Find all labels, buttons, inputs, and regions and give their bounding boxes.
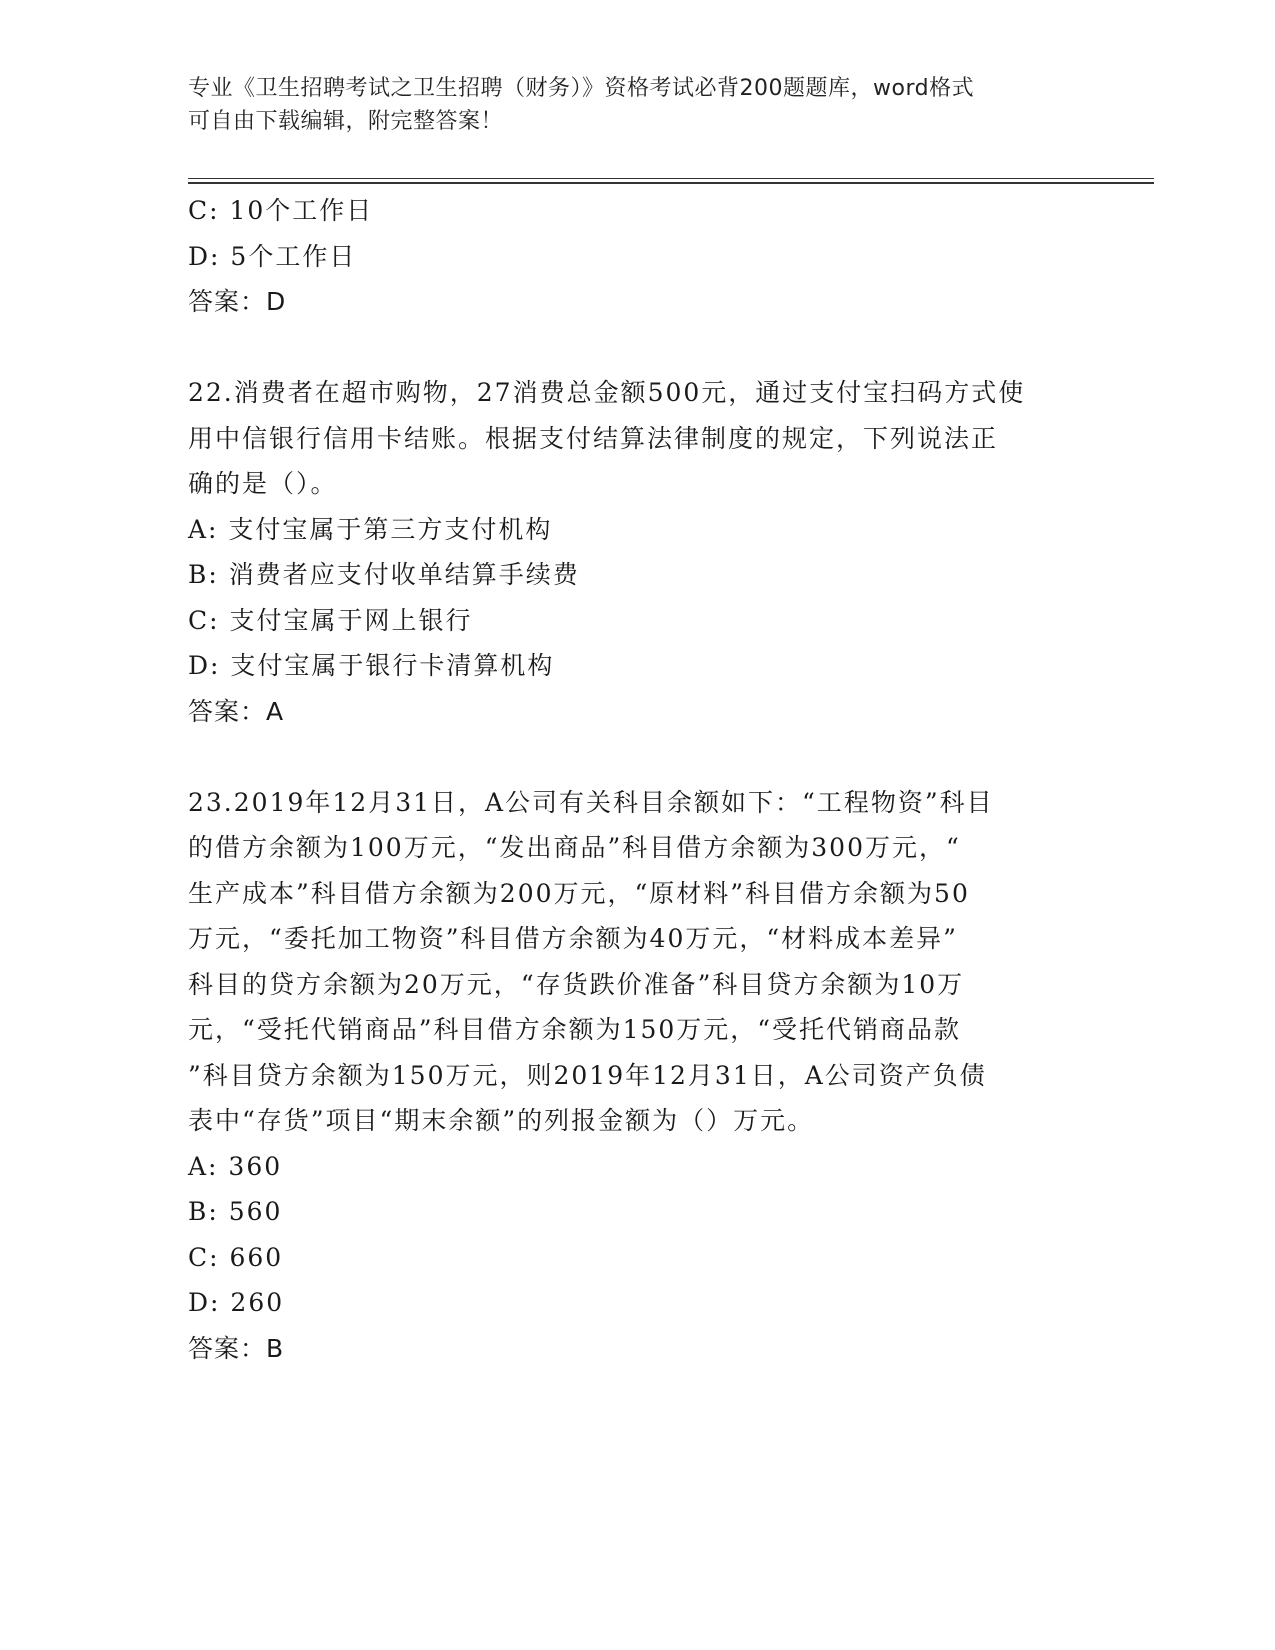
option-d: D: 支付宝属于银行卡清算机构: [188, 651, 555, 680]
answer-label: 答案：D: [188, 287, 287, 316]
question-text-line: 表中“存货”项目“期末余额”的列报金额为（）万元。: [188, 1106, 815, 1135]
option-c: C: 10个工作日: [188, 196, 374, 225]
question-text-line: 确的是（）。: [188, 469, 338, 498]
question-text-line: 的借方余额为100万元，“发出商品”科目借方余额为300万元，“: [188, 833, 961, 862]
question-23: [188, 780, 1088, 1372]
question-text-line: ”科目贷方余额为150万元，则2019年12月31日，A公司资产负债: [188, 1060, 987, 1090]
option-d: D: 5个工作日: [188, 241, 357, 271]
question-text-line: 23.2019年12月31日，A公司有关科目余额如下：“工程物资”科目: [188, 787, 994, 817]
option-a: A: 支付宝属于第三方支付机构: [188, 514, 553, 544]
question-text-line: 元，“受托代销商品”科目借方余额为150万元，“受托代销商品款: [188, 1015, 962, 1044]
answer-label: 答案：B: [188, 1333, 285, 1363]
option-c: C: 660: [188, 1242, 284, 1272]
document-header: [188, 72, 1088, 138]
option-b: B: 560: [188, 1197, 283, 1226]
answer-label: 答案：A: [188, 696, 285, 726]
header-line-1: 专业《卫生招聘考试之卫生招聘（财务）》资格考试必背200题题库，word格式: [188, 76, 975, 101]
document-body: [188, 188, 1088, 1371]
option-c: C: 支付宝属于网上银行: [188, 605, 473, 635]
question-text-line: 22.消费者在超市购物，27消费总金额500元，通过支付宝扫码方式使: [188, 378, 1026, 407]
option-a: A: 360: [188, 1151, 283, 1181]
question-22: [188, 370, 1088, 734]
spacer: [188, 734, 1088, 780]
question-text-line: 生产成本”科目借方余额为200万元，“原材料”科目借方余额为50: [188, 878, 970, 908]
option-b: B: 消费者应支付收单结算手续费: [188, 560, 580, 589]
question-text-line: 科目的贷方余额为20万元，“存货跌价准备”科目贷方余额为10万: [188, 969, 965, 999]
header-divider-thin: [188, 178, 1154, 179]
header-line-2: 可自由下载编辑，附完整答案！: [188, 109, 504, 134]
header-divider-thick: [188, 182, 1154, 184]
option-d: D: 260: [188, 1288, 285, 1317]
spacer: [188, 325, 1088, 371]
previous-question-tail: [188, 188, 1088, 325]
question-text-line: 用中信银行信用卡结账。根据支付结算法律制度的规定，下列说法正: [188, 423, 999, 453]
question-text-line: 万元，“委托加工物资”科目借方余额为40万元，“材料成本差异”: [188, 924, 958, 953]
